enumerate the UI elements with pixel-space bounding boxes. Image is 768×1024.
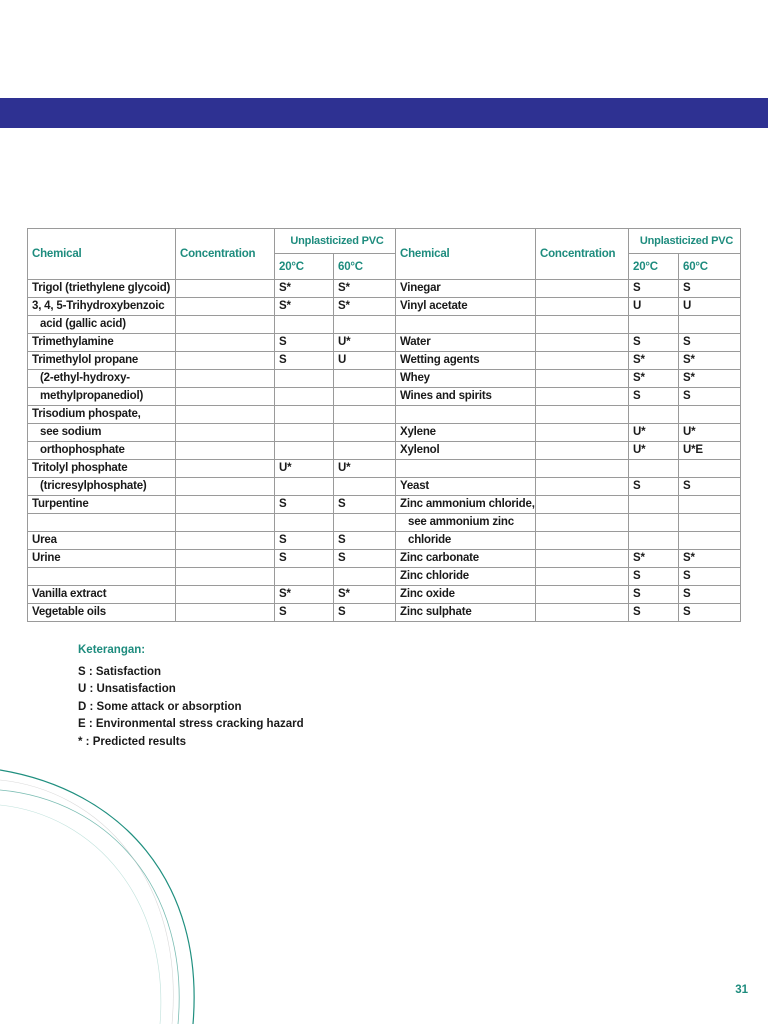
legend-item-star: * : Predicted results (78, 735, 187, 748)
cell-chemical-right (396, 370, 536, 388)
cell-text: chloride (408, 534, 452, 546)
cell-pvc-60c-right (679, 442, 741, 460)
header-chemical-2: Chemical (396, 229, 536, 280)
cell-pvc-20c (275, 316, 334, 334)
table-row (28, 424, 741, 442)
cell-pvc-20c (275, 370, 334, 388)
cell-concentration-right (536, 370, 629, 388)
cell-chemical (28, 496, 176, 514)
cell-text: U (683, 300, 692, 312)
cell-chemical (28, 352, 176, 370)
legend-item-e: E : Environmental stress cracking hazard (78, 718, 304, 730)
cell-pvc-20c (275, 550, 334, 568)
cell-text: S (279, 534, 287, 546)
cell-pvc-60c-right (679, 532, 741, 550)
cell-concentration (176, 514, 275, 532)
cell-text: S (683, 606, 691, 618)
legend-item-u: U : Unsatisfaction (78, 683, 176, 695)
cell-pvc-60c-right (679, 280, 741, 298)
table-row (28, 334, 741, 352)
cell-text: S (683, 588, 691, 600)
cell-chemical (28, 460, 176, 478)
cell-pvc-20c-right (629, 298, 679, 316)
table-row (28, 352, 741, 370)
cell-pvc-60c (334, 370, 396, 388)
header-60c-2: 60°C (679, 254, 741, 280)
cell-pvc-20c (275, 514, 334, 532)
cell-text: Xylene (400, 426, 436, 438)
table-body (28, 280, 741, 622)
cell-concentration (176, 478, 275, 496)
cell-pvc-60c (334, 496, 396, 514)
cell-concentration-right (536, 604, 629, 622)
cell-text: Wetting agents (400, 354, 480, 366)
cell-text: S* (633, 354, 645, 366)
cell-pvc-20c (275, 280, 334, 298)
cell-pvc-20c-right (629, 568, 679, 586)
header-20c: 20°C (275, 254, 334, 280)
cell-pvc-60c (334, 406, 396, 424)
cell-pvc-60c-right (679, 604, 741, 622)
table-row (28, 586, 741, 604)
cell-pvc-60c (334, 316, 396, 334)
cell-chemical (28, 298, 176, 316)
cell-pvc-60c-right (679, 298, 741, 316)
cell-text: S* (279, 282, 291, 294)
cell-text: U* (338, 462, 351, 474)
cell-pvc-20c-right (629, 316, 679, 334)
cell-text: orthophosphate (40, 444, 125, 456)
cell-concentration-right (536, 478, 629, 496)
cell-pvc-20c (275, 334, 334, 352)
cell-pvc-20c (275, 424, 334, 442)
table-row (28, 550, 741, 568)
cell-text: S (633, 390, 641, 402)
cell-text: S (338, 498, 346, 510)
cell-concentration (176, 568, 275, 586)
header-band (0, 98, 768, 128)
cell-text: Vanilla extract (32, 588, 107, 600)
cell-text: S (633, 606, 641, 618)
cell-chemical-right (396, 604, 536, 622)
cell-pvc-20c (275, 442, 334, 460)
cell-pvc-60c (334, 352, 396, 370)
cell-pvc-60c (334, 388, 396, 406)
cell-text: S* (338, 300, 350, 312)
cell-text: U* (683, 426, 696, 438)
header-unplasticized-pvc-2: Unplasticized PVC (629, 229, 741, 254)
cell-concentration (176, 604, 275, 622)
cell-text: S (279, 552, 287, 564)
table-row (28, 496, 741, 514)
cell-chemical-right (396, 460, 536, 478)
cell-chemical-right (396, 442, 536, 460)
cell-pvc-20c (275, 586, 334, 604)
table-row (28, 514, 741, 532)
cell-chemical (28, 550, 176, 568)
cell-pvc-20c (275, 478, 334, 496)
cell-pvc-60c-right (679, 514, 741, 532)
header-20c-2: 20°C (629, 254, 679, 280)
cell-concentration (176, 298, 275, 316)
cell-pvc-20c-right (629, 352, 679, 370)
cell-chemical-right (396, 388, 536, 406)
cell-chemical-right (396, 478, 536, 496)
cell-text: S* (338, 588, 350, 600)
cell-concentration-right (536, 514, 629, 532)
table-row (28, 388, 741, 406)
cell-pvc-60c (334, 550, 396, 568)
cell-chemical (28, 370, 176, 388)
cell-pvc-20c (275, 406, 334, 424)
cell-pvc-20c-right (629, 604, 679, 622)
cell-chemical-right (396, 352, 536, 370)
cell-concentration (176, 424, 275, 442)
cell-concentration-right (536, 334, 629, 352)
cell-text: S (633, 336, 641, 348)
header-chemical: Chemical (28, 229, 176, 280)
table-row (28, 460, 741, 478)
cell-chemical (28, 586, 176, 604)
cell-concentration (176, 550, 275, 568)
cell-pvc-20c-right (629, 334, 679, 352)
cell-concentration (176, 496, 275, 514)
cell-text: Zinc sulphate (400, 606, 472, 618)
header-unplasticized-pvc: Unplasticized PVC (275, 229, 396, 254)
cell-text: S (633, 282, 641, 294)
cell-pvc-60c-right (679, 424, 741, 442)
cell-text: S (279, 336, 287, 348)
cell-chemical-right (396, 424, 536, 442)
cell-concentration (176, 352, 275, 370)
cell-text: Zinc ammonium chloride, (400, 498, 535, 510)
cell-pvc-60c (334, 442, 396, 460)
cell-concentration-right (536, 424, 629, 442)
cell-chemical (28, 532, 176, 550)
cell-text: S (633, 570, 641, 582)
cell-pvc-20c (275, 568, 334, 586)
cell-pvc-60c (334, 568, 396, 586)
cell-pvc-60c-right (679, 406, 741, 424)
cell-chemical-right (396, 568, 536, 586)
cell-pvc-20c (275, 352, 334, 370)
cell-pvc-60c-right (679, 496, 741, 514)
cell-chemical (28, 280, 176, 298)
cell-concentration-right (536, 532, 629, 550)
cell-text: S (683, 390, 691, 402)
cell-pvc-20c-right (629, 370, 679, 388)
page-number: 31 (735, 984, 748, 996)
cell-text: methylpropanediol) (40, 390, 144, 402)
table-row (28, 442, 741, 460)
cell-text: Zinc oxide (400, 588, 455, 600)
cell-pvc-20c-right (629, 406, 679, 424)
cell-text: S (338, 552, 346, 564)
cell-text: S (683, 282, 691, 294)
cell-chemical-right (396, 532, 536, 550)
cell-concentration-right (536, 550, 629, 568)
cell-text: S* (683, 354, 695, 366)
cell-text: Zinc chloride (400, 570, 469, 582)
cell-chemical (28, 388, 176, 406)
cell-concentration-right (536, 568, 629, 586)
cell-concentration-right (536, 298, 629, 316)
cell-concentration (176, 406, 275, 424)
cell-pvc-60c-right (679, 460, 741, 478)
cell-text: Zinc carbonate (400, 552, 479, 564)
cell-chemical (28, 406, 176, 424)
cell-pvc-60c (334, 604, 396, 622)
cell-pvc-60c (334, 532, 396, 550)
header-concentration-2: Concentration (536, 229, 629, 280)
cell-pvc-20c (275, 388, 334, 406)
cell-text: Vegetable oils (32, 606, 106, 618)
cell-chemical (28, 424, 176, 442)
cell-text: S (683, 570, 691, 582)
cell-text: (tricresylphosphate) (40, 480, 147, 492)
cell-text: U* (279, 462, 292, 474)
cell-pvc-20c (275, 496, 334, 514)
legend-item-d: D : Some attack or absorption (78, 700, 242, 713)
cell-concentration (176, 532, 275, 550)
cell-text: S* (279, 588, 291, 600)
cell-chemical-right (396, 280, 536, 298)
cell-concentration (176, 442, 275, 460)
cell-concentration-right (536, 442, 629, 460)
cell-concentration (176, 388, 275, 406)
table-row (28, 370, 741, 388)
cell-pvc-20c-right (629, 496, 679, 514)
cell-chemical (28, 478, 176, 496)
cell-text: U* (633, 426, 646, 438)
table-row (28, 298, 741, 316)
cell-pvc-60c (334, 514, 396, 532)
cell-chemical (28, 604, 176, 622)
cell-text: Vinegar (400, 282, 441, 294)
cell-pvc-20c-right (629, 460, 679, 478)
legend (78, 642, 304, 751)
cell-text: see ammonium zinc (408, 516, 514, 528)
cell-pvc-20c-right (629, 442, 679, 460)
cell-text: S (279, 354, 287, 366)
cell-text: Turpentine (32, 498, 89, 510)
cell-pvc-20c (275, 460, 334, 478)
cell-text: S (338, 606, 346, 618)
cell-pvc-60c-right (679, 568, 741, 586)
cell-text: S* (633, 552, 645, 564)
table-row (28, 280, 741, 298)
cell-pvc-60c-right (679, 586, 741, 604)
cell-text: Water (400, 336, 431, 348)
cell-pvc-60c-right (679, 370, 741, 388)
cell-concentration-right (536, 496, 629, 514)
cell-text: Yeast (400, 480, 430, 492)
cell-pvc-60c (334, 280, 396, 298)
cell-text: Urea (32, 534, 57, 546)
cell-text: Tritolyl phosphate (32, 462, 128, 474)
cell-text: (2-ethyl-hydroxy- (40, 372, 130, 384)
cell-chemical (28, 334, 176, 352)
cell-concentration-right (536, 280, 629, 298)
cell-text: S* (683, 372, 695, 384)
cell-text: Trigol (triethylene glycoid) (32, 282, 171, 294)
cell-text: S (683, 480, 691, 492)
cell-text: Trimethylamine (32, 336, 114, 348)
cell-text: S (338, 534, 346, 546)
table-row (28, 568, 741, 586)
cell-chemical-right (396, 550, 536, 568)
cell-pvc-60c-right (679, 334, 741, 352)
cell-text: Xylenol (400, 444, 440, 456)
table-row (28, 406, 741, 424)
header-60c: 60°C (334, 254, 396, 280)
cell-pvc-60c (334, 424, 396, 442)
cell-text: Urine (32, 552, 61, 564)
legend-title: Keterangan: (78, 644, 146, 656)
cell-concentration-right (536, 586, 629, 604)
cell-chemical-right (396, 514, 536, 532)
cell-pvc-20c-right (629, 532, 679, 550)
cell-text: S* (279, 300, 291, 312)
cell-pvc-60c-right (679, 388, 741, 406)
cell-pvc-20c-right (629, 388, 679, 406)
cell-concentration-right (536, 460, 629, 478)
cell-concentration-right (536, 352, 629, 370)
cell-concentration-right (536, 316, 629, 334)
cell-text: Whey (400, 372, 430, 384)
cell-text: S* (338, 282, 350, 294)
chemical-resistance-table (27, 228, 741, 622)
cell-chemical-right (396, 298, 536, 316)
cell-text: 3, 4, 5-Trihydroxybenzoic (32, 300, 165, 312)
cell-pvc-20c (275, 532, 334, 550)
cell-chemical (28, 442, 176, 460)
cell-concentration (176, 460, 275, 478)
cell-pvc-20c-right (629, 550, 679, 568)
cell-text: Trisodium phospate, (32, 408, 141, 420)
cell-pvc-60c (334, 478, 396, 496)
cell-chemical-right (396, 496, 536, 514)
cell-text: S (683, 336, 691, 348)
table-row (28, 478, 741, 496)
cell-text: U (338, 354, 347, 366)
cell-pvc-60c-right (679, 550, 741, 568)
cell-pvc-20c-right (629, 586, 679, 604)
cell-text: Trimethylol propane (32, 354, 139, 366)
cell-chemical-right (396, 406, 536, 424)
cell-pvc-60c-right (679, 316, 741, 334)
cell-pvc-60c-right (679, 478, 741, 496)
table-row (28, 316, 741, 334)
cell-pvc-20c-right (629, 280, 679, 298)
cell-text: S (633, 588, 641, 600)
cell-text: U*E (683, 444, 703, 456)
table-row (28, 604, 741, 622)
cell-concentration (176, 370, 275, 388)
cell-chemical-right (396, 586, 536, 604)
cell-concentration (176, 586, 275, 604)
cell-pvc-60c (334, 586, 396, 604)
cell-concentration (176, 316, 275, 334)
cell-chemical-right (396, 334, 536, 352)
cell-pvc-20c-right (629, 478, 679, 496)
cell-concentration-right (536, 406, 629, 424)
cell-concentration-right (536, 388, 629, 406)
cell-pvc-60c-right (679, 352, 741, 370)
legend-item-s: S : Satisfaction (78, 665, 162, 678)
cell-chemical (28, 316, 176, 334)
cell-pvc-20c (275, 298, 334, 316)
cell-chemical (28, 568, 176, 586)
cell-pvc-60c (334, 334, 396, 352)
cell-pvc-60c (334, 298, 396, 316)
cell-pvc-20c-right (629, 424, 679, 442)
cell-text: S* (683, 552, 695, 564)
cell-pvc-20c (275, 604, 334, 622)
cell-pvc-60c (334, 460, 396, 478)
table-row (28, 532, 741, 550)
cell-text: U (633, 300, 642, 312)
cell-text: U* (633, 444, 646, 456)
cell-text: see sodium (40, 426, 102, 438)
cell-text: S* (633, 372, 645, 384)
cell-text: Wines and spirits (400, 390, 492, 402)
cell-text: S (279, 498, 287, 510)
cell-pvc-20c-right (629, 514, 679, 532)
cell-text: Vinyl acetate (400, 300, 468, 312)
cell-text: acid (gallic acid) (40, 318, 126, 330)
header-concentration: Concentration (176, 229, 275, 280)
cell-chemical (28, 514, 176, 532)
cell-concentration (176, 334, 275, 352)
cell-text: S (279, 606, 287, 618)
cell-concentration (176, 280, 275, 298)
cell-text: U* (338, 336, 351, 348)
cell-text: S (633, 480, 641, 492)
cell-chemical-right (396, 316, 536, 334)
